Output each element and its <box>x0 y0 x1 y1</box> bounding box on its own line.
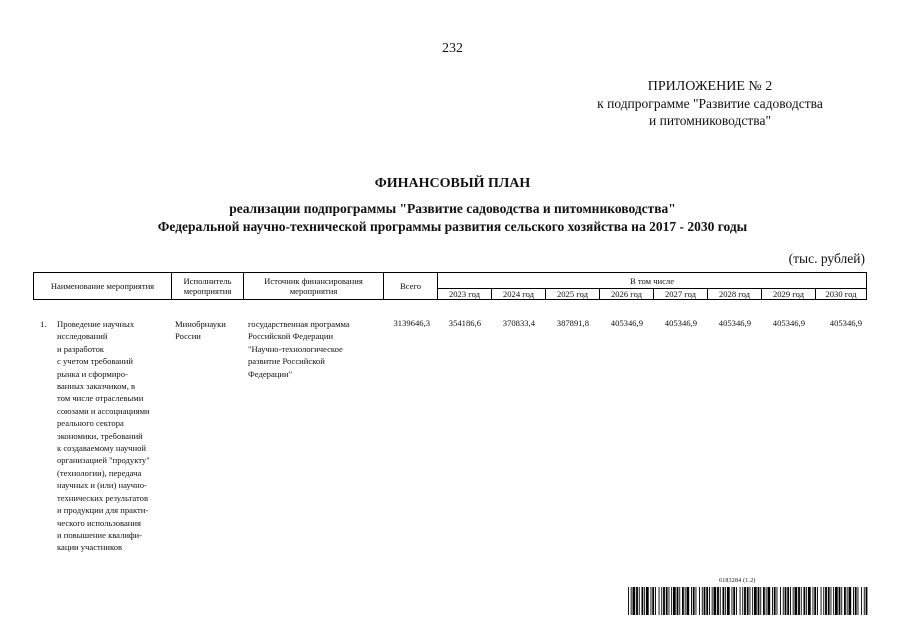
row-name-line: технических результатов <box>57 492 149 503</box>
header-executor-line-1: Исполнитель <box>183 276 232 286</box>
header-year: 2023 год <box>438 289 492 300</box>
row-name-line: и разработок <box>57 343 105 354</box>
header-total: Всего <box>384 273 438 300</box>
document-title: ФИНАНСОВЫЙ ПЛАН <box>374 176 531 191</box>
row-executor <box>175 318 245 343</box>
row-name-line: союзами и ассоциациями <box>57 405 150 416</box>
row-name-line: ческого использования <box>57 517 141 528</box>
row-name-line: и продукции для практи- <box>57 505 149 516</box>
row-name-line: научных и (или) научно- <box>57 480 147 491</box>
row-year-value: 405346,9 <box>718 318 751 328</box>
row-year-value: 405346,9 <box>829 318 862 328</box>
row-name-line: экономики, требований <box>57 430 143 441</box>
row-executor-line: Минобрнауки <box>175 319 226 329</box>
row-year-value: 405346,9 <box>664 318 697 328</box>
row-activity-name <box>57 318 175 554</box>
row-name-line: рынка и сформиро- <box>57 368 128 379</box>
row-name-line: с учетом требований <box>57 356 133 367</box>
header-executor <box>172 273 244 300</box>
document-titles <box>0 176 905 236</box>
document-subtitle-2: Федеральной научно-технической программы развития сельского хозяйства на 2017 - 2030 годы <box>157 219 748 234</box>
row-name-line: организацией "продукту" <box>57 455 150 466</box>
row-source-line: развитие Российской <box>248 356 325 367</box>
row-name-line: Проведение научных <box>57 319 135 329</box>
row-name-line: и повышение квалифи- <box>57 529 142 540</box>
header-source <box>244 273 384 300</box>
header-source-line-2: мероприятия <box>289 286 338 296</box>
header-year: 2029 год <box>762 289 816 300</box>
header-including: В том числе <box>438 273 867 289</box>
row-source-line: Федерации" <box>248 368 293 379</box>
row-source-line: "Научно-технологическое <box>248 343 343 354</box>
row-year-value: 354186,6 <box>448 318 481 328</box>
header-executor-line-2: мероприятия <box>183 286 232 296</box>
row-year-value: 370833,4 <box>502 318 535 328</box>
barcode-image <box>628 587 868 615</box>
row-source-line: Российской Федерации <box>248 331 334 342</box>
page-number: 232 <box>442 41 463 56</box>
header-source-line-1: Источник финансирования <box>264 276 363 286</box>
row-name-line: кации участников <box>57 542 123 553</box>
row-year-value: 405346,9 <box>772 318 805 328</box>
row-name-line: том числе отраслевыми <box>57 393 144 404</box>
row-executor-line: России <box>175 331 201 342</box>
row-name-line: реального сектора <box>57 418 124 429</box>
header-name: Наименование мероприятия <box>34 273 172 300</box>
header-year: 2028 год <box>708 289 762 300</box>
row-number: 1. <box>40 319 47 329</box>
appendix-heading <box>570 78 850 129</box>
appendix-line-3: и питомниководства" <box>649 113 771 128</box>
row-name-line: ванных заказчиком, в <box>57 381 136 392</box>
row-name-line: (технологии), передача <box>57 467 142 478</box>
row-year-value: 405346,9 <box>610 318 643 328</box>
appendix-line-2: к подпрограмме "Развитие садоводства <box>597 96 823 111</box>
header-year: 2024 год <box>492 289 546 300</box>
header-year: 2030 год <box>816 289 867 300</box>
row-funding-source <box>248 318 383 380</box>
document-subtitle-1: реализации подпрограммы "Развитие садоводства и питомниководства" <box>229 201 676 216</box>
row-total-value: 3139646,3 <box>393 318 430 328</box>
row-name-line: исследований <box>57 331 108 342</box>
row-year-value: 387891,8 <box>556 318 589 328</box>
header-year: 2027 год <box>654 289 708 300</box>
row-name-line: к создаваемому научной <box>57 443 146 454</box>
barcode-number: 6183284 (1.2) <box>719 578 756 584</box>
row-source-line: государственная программа <box>248 319 350 329</box>
units-label: (тыс. рублей) <box>788 251 865 266</box>
appendix-line-1: ПРИЛОЖЕНИЕ № 2 <box>647 79 773 94</box>
header-year: 2026 год <box>600 289 654 300</box>
table-header <box>33 272 867 300</box>
header-year: 2025 год <box>546 289 600 300</box>
